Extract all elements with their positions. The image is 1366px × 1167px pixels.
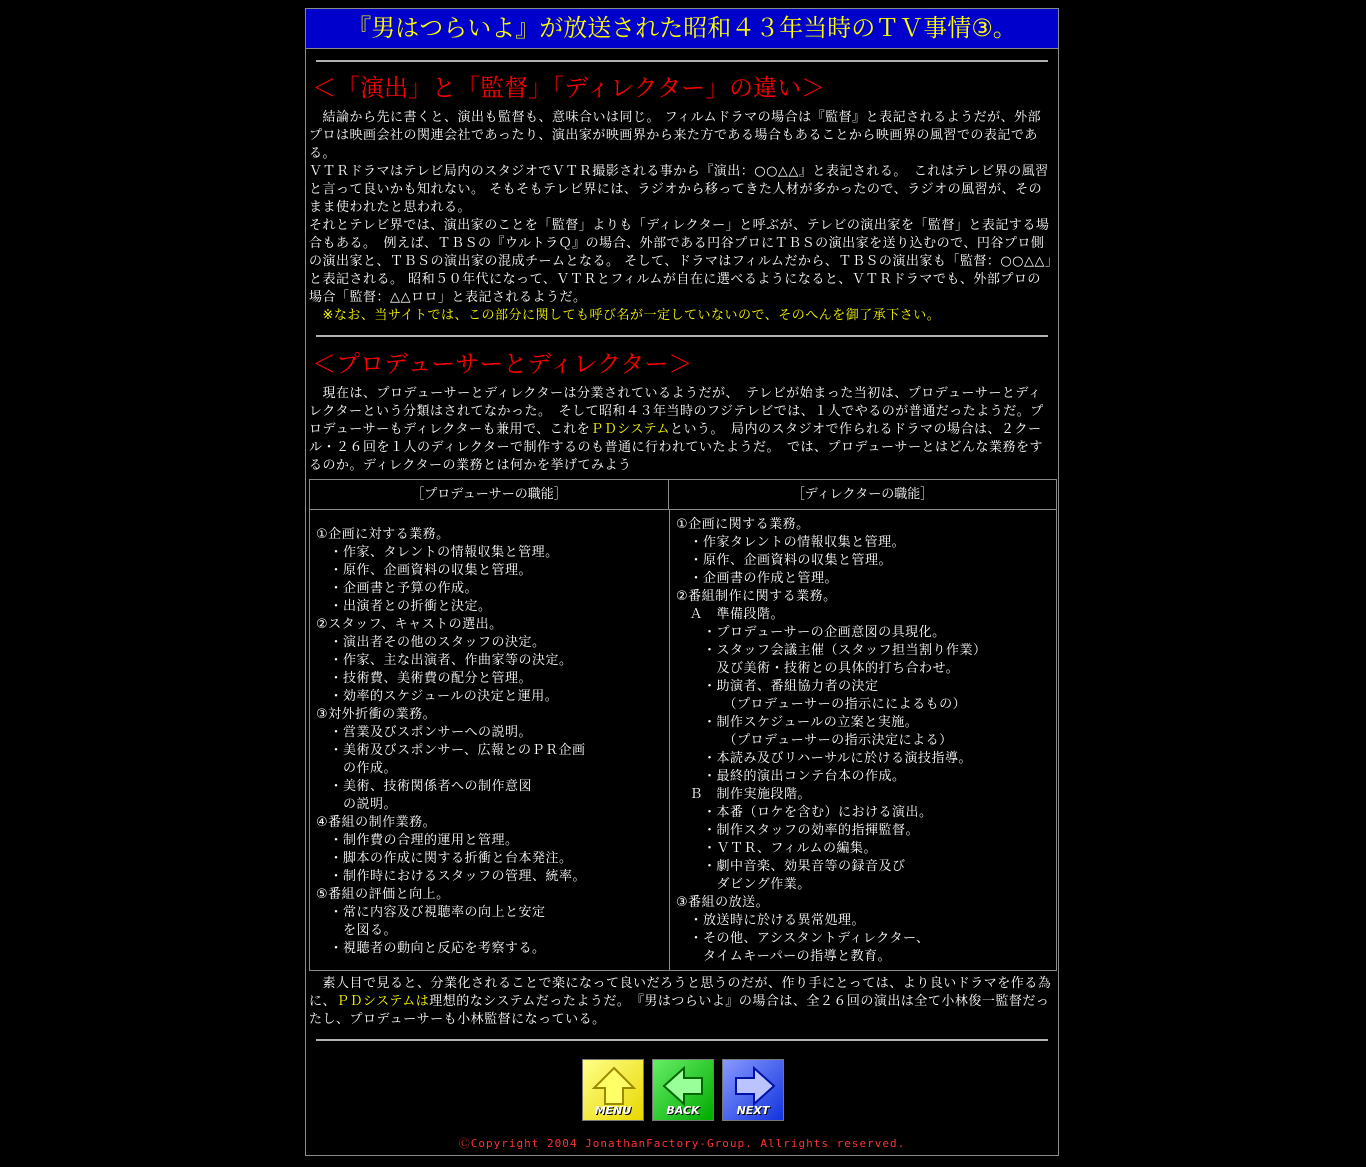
up-arrow-icon [592, 1066, 636, 1106]
duty-line: Ｂ 制作実施段階。 [676, 787, 812, 802]
duty-line: ・原作、企画資料の収集と管理。 [316, 563, 533, 578]
divider [316, 60, 1048, 62]
divider [316, 335, 1048, 337]
back-button-label: BACK [666, 1104, 700, 1117]
duty-line: ①企画に関する業務。 [676, 517, 810, 532]
director-duties-header: ［ディレクターの職能］ [669, 480, 1056, 510]
duty-line: を図る。 [316, 923, 398, 938]
page-title: 『男はつらいよ』が放送された昭和４３年当時のＴＶ事情③。 [306, 9, 1058, 49]
duty-line: ・スタッフ会議主催（スタッフ担当割り作業） [676, 643, 987, 658]
section1-paragraph-2: ＶＴＲドラマはテレビ局内のスタジオでＶＴＲ撮影される事から『演出：○○△△』と表記される。 これはテレビ界の風習と言って良いかも知れない。 そもそもテレビ界には、ラジオから移ってきた人材が多かったので、ラジオの風習が、そのまま使われたと思われる。 [309, 164, 1049, 215]
duty-line: ・視聴者の動向と反応を考察する。 [316, 941, 546, 956]
duty-line: の説明。 [316, 797, 398, 812]
closing-text-a: 素人目で見ると、分業化されることで楽になって良いだろうと思うのだが、作り手にとっては、より良いドラマを作る為に、 [309, 976, 1052, 1009]
duty-line: ・放送時に於ける異常処理。 [676, 913, 866, 928]
next-button[interactable] [722, 1059, 784, 1121]
duty-line: ダビング作業。 [676, 877, 811, 892]
navigation-buttons [582, 1059, 786, 1123]
page-frame [305, 8, 1059, 1156]
closing-paragraph [309, 975, 1053, 1029]
column-divider [669, 510, 670, 970]
divider [316, 1039, 1048, 1041]
pd-system-term: ＰＤシステムは [336, 994, 430, 1009]
menu-button[interactable] [582, 1059, 644, 1121]
duty-line: ・制作スタッフの効率的指揮監督。 [676, 823, 920, 838]
duty-line: ・最終的演出コンテ台本の作成。 [676, 769, 906, 784]
duty-line: ・原作、企画資料の収集と管理。 [676, 553, 893, 568]
duty-line: ・ＶＴＲ、フィルムの編集。 [676, 841, 877, 856]
duty-line: ・企画書の作成と管理。 [676, 571, 839, 586]
closing-text-b: 理想的なシステムだったようだ。 『男はつらいよ』の場合は、全２６回の演出は全て小林俊一監督だったし、プロデューサーも小林監督になっている。 [309, 994, 1050, 1027]
duty-line: ④番組の制作業務。 [316, 815, 437, 830]
section1-body [309, 109, 1053, 325]
duty-line: ・制作費の合理的運用と管理。 [316, 833, 519, 848]
duty-line: ・演出者その他のスタッフの決定。 [316, 635, 546, 650]
section2-text-a: 現在は、プロデューサーとディレクターは分業されているようだが、 テレビが始まった当初は、プロデューサーとディレクターという分類はされてなかった。 そして昭和４３年当時のフジテレビでは、１人でやるのが普通だったようだ。プロデューサーもディレクターも兼用で、これを [309, 386, 1044, 437]
duty-line: の作成。 [316, 761, 398, 776]
duty-line: ・本番（ロケを含む）における演出。 [676, 805, 933, 820]
director-duties-list [676, 516, 987, 966]
left-arrow-icon [662, 1066, 706, 1106]
section-heading-producer-and-director: ＜プロデューサーとディレクター＞ [312, 350, 693, 378]
duty-line: ⑤番組の評価と向上。 [316, 887, 450, 902]
pd-system-term: ＰＤシステム [590, 422, 670, 437]
duty-line: ・出演者との折衝と決定。 [316, 599, 492, 614]
duty-line: タイムキーパーの指導と教育。 [676, 949, 892, 964]
duty-line: ②スタッフ、キャストの選出。 [316, 617, 503, 632]
section2-body [309, 385, 1053, 475]
next-button-label: NEXT [736, 1104, 770, 1117]
producer-duties-header: ［プロデューサーの職能］ [310, 480, 669, 510]
copyright-notice: ⒸCopyright 2004 JonathanFactory-Group. Allrights reserved. [458, 1137, 906, 1150]
duty-line: ・劇中音楽、効果音等の録音及び [676, 859, 906, 874]
duty-line: ②番組制作に関する業務。 [676, 589, 837, 604]
section2-text-b: という。 局内のスタジオで作られるドラマの場合は、２クール・２６回を１人のディレクターで制作するのも普通に行われていたようだ。 では、プロデューサーとはどんな業務をするのか。ディレクターの業務とは何かを挙げてみよう [309, 422, 1044, 473]
section1-paragraph-3: それとテレビ界では、演出家のことを「監督」よりも「ディレクター」と呼ぶが、テレビの演出家を「監督」と表記する場合もある。 例えば、ＴＢＳの『ウルトラＱ』の場合、外部である円谷プロにＴＢＳの演出家を送り込むので、円谷プロ側の演出家と、ＴＢＳの演出家の混成チームとなる。 そして、ドラマはフィルムだから、ＴＢＳの演出家も「監督：○○△△」と表記される。 昭和５０年代になって、ＶＴＲとフィルムが自在に選べるようになると、ＶＴＲドラマでも、外部プロの場合「監督：△△ロロ」と表記されるようだ。 [309, 218, 1052, 305]
duty-line: ・常に内容及び視聴率の向上と安定 [316, 905, 546, 920]
duty-line: ・美術及びスポンサー、広報とのＰＲ企画 [316, 743, 586, 758]
duty-line: ・プロデューサーの企画意図の具現化。 [676, 625, 946, 640]
duty-line: ・本読み及びリハーサルに於ける演技指導。 [676, 751, 972, 766]
back-button[interactable] [652, 1059, 714, 1121]
duty-line: ・その他、アシスタントディレクター、 [676, 931, 930, 946]
duty-line: ・脚本の作成に関する折衝と台本発注。 [316, 851, 573, 866]
duty-line: ・美術、技術関係者への制作意図 [316, 779, 533, 794]
duty-line: ・制作時におけるスタッフの管理、統率。 [316, 869, 587, 884]
duty-line: Ａ 準備段階。 [676, 607, 785, 622]
duty-line: ・企画書と予算の作成。 [316, 581, 479, 596]
duty-line: ・作家、主な出演者、作曲家等の決定。 [316, 653, 573, 668]
duty-line: ・営業及びスポンサーへの説明。 [316, 725, 533, 740]
duty-line: ・効率的スケジュールの決定と運用。 [316, 689, 559, 704]
duty-line: ・作家、タレントの情報収集と管理。 [316, 545, 559, 560]
duty-line: 及び美術・技術との具体的打ち合わせ。 [676, 661, 960, 676]
duty-line: ・助演者、番組協力者の決定 [676, 679, 879, 694]
producer-duties-list [316, 526, 586, 958]
duty-line: ③対外折衝の業務。 [316, 707, 437, 722]
duty-line: ①企画に対する業務。 [316, 527, 450, 542]
duty-line: （プロデューサーの指示決定による） [676, 733, 953, 748]
duty-line: ・技術費、美術費の配分と管理。 [316, 671, 533, 686]
duty-line: ・作家タレントの情報収集と管理。 [676, 535, 906, 550]
section1-note: ※なお、当サイトでは、この部分に関しても呼び名が一定していないので、そのへんを御了承下さい。 [309, 308, 941, 323]
section1-paragraph-1: 結論から先に書くと、演出も監督も、意味合いは同じ。 フィルムドラマの場合は『監督』と表記されるようだが、外部プロは映画会社の関連会社であったり、演出家が映画界から来た方である場合もあることから映画界の風習での表記である。 [309, 110, 1042, 161]
section-heading-direction-vs-director: ＜「演出」と「監督」「ディレクター」の違い＞ [312, 74, 826, 102]
duty-line: ③番組の放送。 [676, 895, 770, 910]
duty-line: （プロデューサーの指示にによるもの） [676, 697, 967, 712]
right-arrow-icon [732, 1066, 776, 1106]
duty-line: ・制作スケジュールの立案と実施。 [676, 715, 919, 730]
menu-button-label: MENU [594, 1104, 632, 1117]
duties-table [309, 479, 1057, 971]
